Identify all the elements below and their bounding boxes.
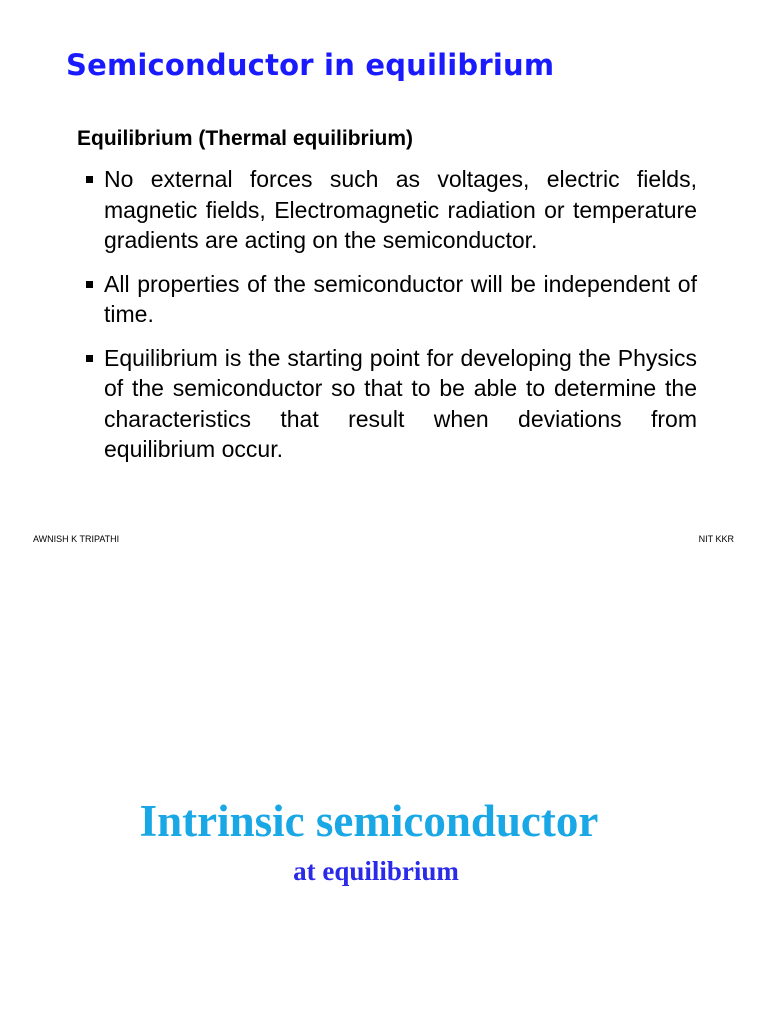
bullet-item	[86, 164, 697, 256]
section-title: Intrinsic semiconductor	[139, 796, 599, 846]
slide-title: Semiconductor in equilibrium	[66, 48, 555, 82]
bullet-text: Equilibrium is the starting point for developing the Physics of the semiconductor so that to be able to determine the characteristics that result when deviations from equilibrium occur.	[104, 344, 697, 462]
bullet-item	[86, 269, 697, 330]
footer-institute: NIT KKR	[698, 534, 734, 544]
bullet-text: No external forces such as voltages, electric fields, magnetic fields, Electromagnetic radiation or temperature gradients are acting on the semiconductor.	[104, 166, 697, 253]
square-bullet-icon	[86, 355, 93, 362]
square-bullet-icon	[86, 176, 93, 183]
slide-subtitle: Equilibrium (Thermal equilibrium)	[77, 127, 414, 150]
bullet-list	[86, 164, 697, 478]
bullet-text: All properties of the semiconductor will be independent of time.	[104, 270, 697, 327]
bullet-item	[86, 343, 697, 465]
footer-author: AWNISH K TRIPATHI	[33, 534, 120, 544]
square-bullet-icon	[86, 281, 93, 288]
slide-2	[0, 560, 768, 1024]
section-subtitle: at equilibrium	[293, 856, 459, 886]
